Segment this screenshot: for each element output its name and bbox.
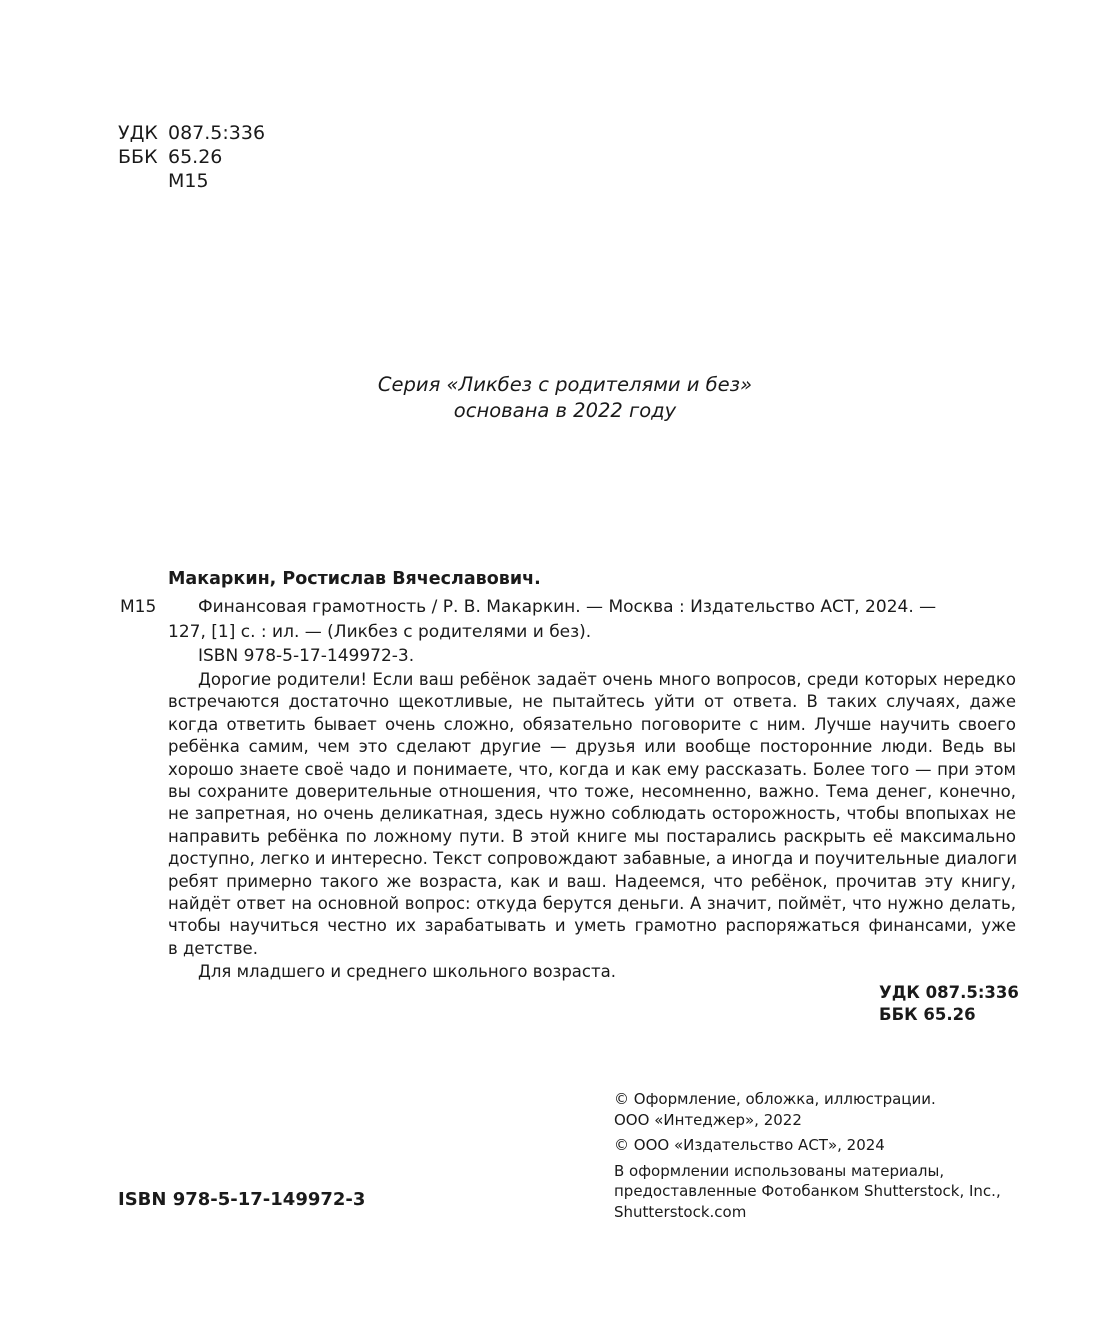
annotation-line: в детстве. <box>168 938 258 958</box>
copyright-line: Shutterstock.com <box>614 1202 747 1221</box>
udk-bold: УДК 087.5:336 <box>879 983 1019 1002</box>
audience-note: Для младшего и среднего школьного возраста. <box>198 962 616 981</box>
annotation-line: вы сохраните доверительные отношения, что тоже, несомненно, важно. Тема денег, конечно, <box>168 782 1016 802</box>
annotation <box>168 669 1016 960</box>
annotation-line: доступно, легко и интересно. Текст сопровождают забавные, а иногда и поучительные диалоги <box>168 849 1018 869</box>
bib-pages-line: 127, [1] с. : ил. — (Ликбез с родителями и без). <box>168 622 592 642</box>
annotation-line: встречаются достаточно щекотливые, не пытайтесь уйти от ответа. В таких случаях, даже <box>168 692 1016 712</box>
copyright-line: © ООО «Издательство АСТ», 2024 <box>614 1136 885 1154</box>
annotation-line: найдёт ответ на основной вопрос: откуда берутся деньги. А значит, поймёт, что нужно делать, <box>168 894 1016 914</box>
annotation-line: ребят примерно такого же возраста, как и ваш. Надеемся, что ребёнок, прочитав эту книгу, <box>168 871 1016 891</box>
annotation-line: чтобы научиться честно их зарабатывать и уметь грамотно распоряжаться финансами, уже <box>168 916 1016 936</box>
bib-title-line: Финансовая грамотность / Р. В. Макаркин. — Москва : Издательство АСТ, 2024. — <box>198 597 937 617</box>
classification-codes-bold <box>879 982 1019 1026</box>
classification-codes <box>118 121 265 193</box>
series-line-2: основана в 2022 году <box>453 399 677 422</box>
annotation-line: направить ребёнка по ложному пути. В этой книге мы постарались раскрыть её максимально <box>168 826 1016 846</box>
annotation-line: не запретная, но очень деликатная, здесь нужно соблюдать осторожность, чтобы впопыхах не <box>168 804 1016 824</box>
bib-author-mark: М15 <box>120 597 157 617</box>
copyright-line: предоставленные Фотобанком Shutterstock, Inc., <box>614 1182 1001 1200</box>
bib-author: Макаркин, Ростислав Вячеславович. <box>168 569 541 589</box>
udk-value: 087.5:336 <box>168 122 266 144</box>
annotation-line: хорошо знаете своё чадо и понимаете, что, когда и как ему рассказать. Более того — при этом <box>168 759 1016 779</box>
series-line-1: Серия «Ликбез с родителями и без» <box>377 373 753 396</box>
annotation-line: когда ответить бывает очень сложно, обязательно поговорите с ним. Лучше научить своего <box>168 714 1016 734</box>
copyright-line: ООО «Интеджер», 2022 <box>614 1110 802 1129</box>
bib-isbn: ISBN 978-5-17-149972-3. <box>198 646 415 666</box>
bbk-value: 65.26 <box>168 146 223 168</box>
bbk-bold: ББК 65.26 <box>879 1005 976 1024</box>
annotation-line: ребёнка самим, чем это сделают другие — друзья или вообще посторонние люди. Ведь вы <box>168 737 1016 757</box>
author-mark: М15 <box>168 170 209 192</box>
copyright-block <box>614 1089 1001 1222</box>
copyright-line: В оформлении использованы материалы, <box>614 1161 945 1180</box>
annotation-line: Дорогие родители! Если ваш ребёнок задаёт очень много вопросов, среди которых нередко <box>198 670 1016 689</box>
bbk-label: ББК <box>118 146 158 168</box>
copyright-line: © Оформление, обложка, иллюстрации. <box>614 1090 936 1108</box>
isbn-bottom: ISBN 978-5-17-149972-3 <box>118 1189 366 1210</box>
udk-label: УДК <box>118 122 158 144</box>
series-note <box>250 372 880 424</box>
